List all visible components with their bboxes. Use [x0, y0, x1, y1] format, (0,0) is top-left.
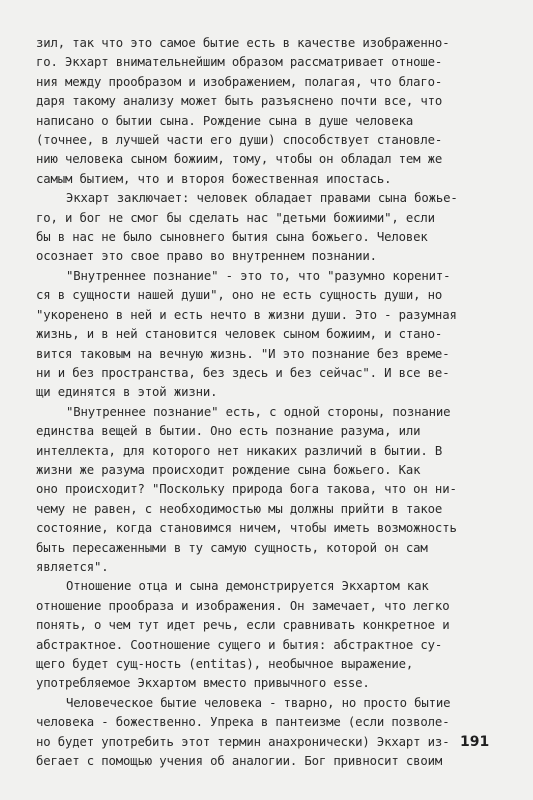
text-line: "укоренено в ней и есть нечто в жизни души. Это - разумная	[36, 307, 457, 322]
paragraph	[36, 403, 506, 578]
text-line: чему не равен, с необходимостью мы должны прийти в такое	[36, 501, 443, 516]
text-line: отношение прообраза и изображения. Он замечает, что легко	[36, 598, 450, 613]
text-line: осознает это свое право во внутреннем познании.	[36, 249, 377, 264]
body-text	[36, 34, 506, 771]
text-line: является".	[36, 559, 109, 574]
text-line: употребляемое Экхартом вместо привычного esse.	[36, 676, 370, 691]
text-line: нию человека сыном божиим, тому, чтобы он обладал тем же	[36, 152, 443, 167]
paragraph	[36, 189, 506, 267]
text-line: даря такому анализу может быть разъяснено почти все, что	[36, 94, 443, 109]
text-line: щего будет сущ-ность (entitas), необычное выражение,	[36, 657, 414, 671]
text-line: Человеческое бытие человека - тварно, но просто бытие	[66, 695, 451, 710]
text-line: бы в нас не было сыновнего бытия сына божьего. Человек	[36, 230, 428, 245]
text-line: жизни же разума происходит рождение сына божьего. Как	[36, 462, 421, 477]
text-line: интеллекта, для которого нет никаких различий в бытии. В	[36, 443, 443, 458]
text-line: человека - божественно. Упрека в пантеизме (если позволе-	[36, 715, 450, 730]
paragraph	[36, 694, 506, 772]
text-line: зил, так что это самое бытие есть в качестве изображенно-	[36, 36, 450, 50]
text-line: состояние, когда становимся ничем, чтобы иметь возможность	[36, 521, 457, 536]
text-line: ния между прообразом и изображением, полагая, что благо-	[36, 74, 443, 89]
text-line: вится таковым на вечную жизнь. "И это познание без време-	[36, 346, 450, 361]
text-line: го. Экхарт внимательнейшим образом рассматривает отноше-	[36, 55, 443, 70]
text-line: оно происходит? "Поскольку природа бога такова, что он ни-	[36, 482, 457, 497]
text-line: "Внутреннее познание" есть, с одной стороны, познание	[66, 404, 451, 419]
text-line: понять, о чем тут идет речь, если сравнивать конкретное и	[36, 618, 450, 633]
text-line: жизнь, и в ней становится человек сыном божиим, и стано-	[36, 327, 443, 342]
text-line: единства вещей в бытии. Оно есть познание разума, или	[36, 424, 421, 439]
text-line: бегает с помощью учения об аналогии. Бог привносит своим	[36, 754, 443, 769]
text-line: го, и бог не смог бы сделать нас "детьми божиими", если	[36, 210, 435, 225]
paragraph	[36, 267, 506, 403]
page-number: 191	[460, 734, 490, 750]
paragraph	[36, 34, 506, 189]
text-line: абстрактное. Соотношение сущего и бытия: абстрактное су-	[36, 637, 443, 652]
text-line: Отношение отца и сына демонстрируется Экхартом как	[66, 579, 429, 594]
text-line: Экхарт заключает: человек обладает правами сына божье-	[66, 191, 458, 206]
text-line: самым бытием, что и второя божественная ипостась.	[36, 171, 392, 186]
text-line: ни и без пространства, без здесь и без сейчас". И все ве-	[36, 365, 450, 380]
text-line: (точнее, в лучшей части его души) способствует становле-	[36, 133, 443, 148]
text-line: быть пересаженными в ту самую сущность, которой он сам	[36, 540, 428, 555]
text-line: "Внутреннее познание" - это то, что "разумно коренит-	[66, 268, 451, 283]
text-line: написано о бытии сына. Рождение сына в душе человека	[36, 113, 414, 128]
paragraph	[36, 577, 506, 693]
text-line: ся в сущности нашей души", оно не есть сущность души, но	[36, 288, 443, 303]
text-line: щи единятся в этой жизни.	[36, 385, 218, 400]
text-line: но будет употребить этот термин анахронически) Экхарт из-	[36, 734, 450, 749]
